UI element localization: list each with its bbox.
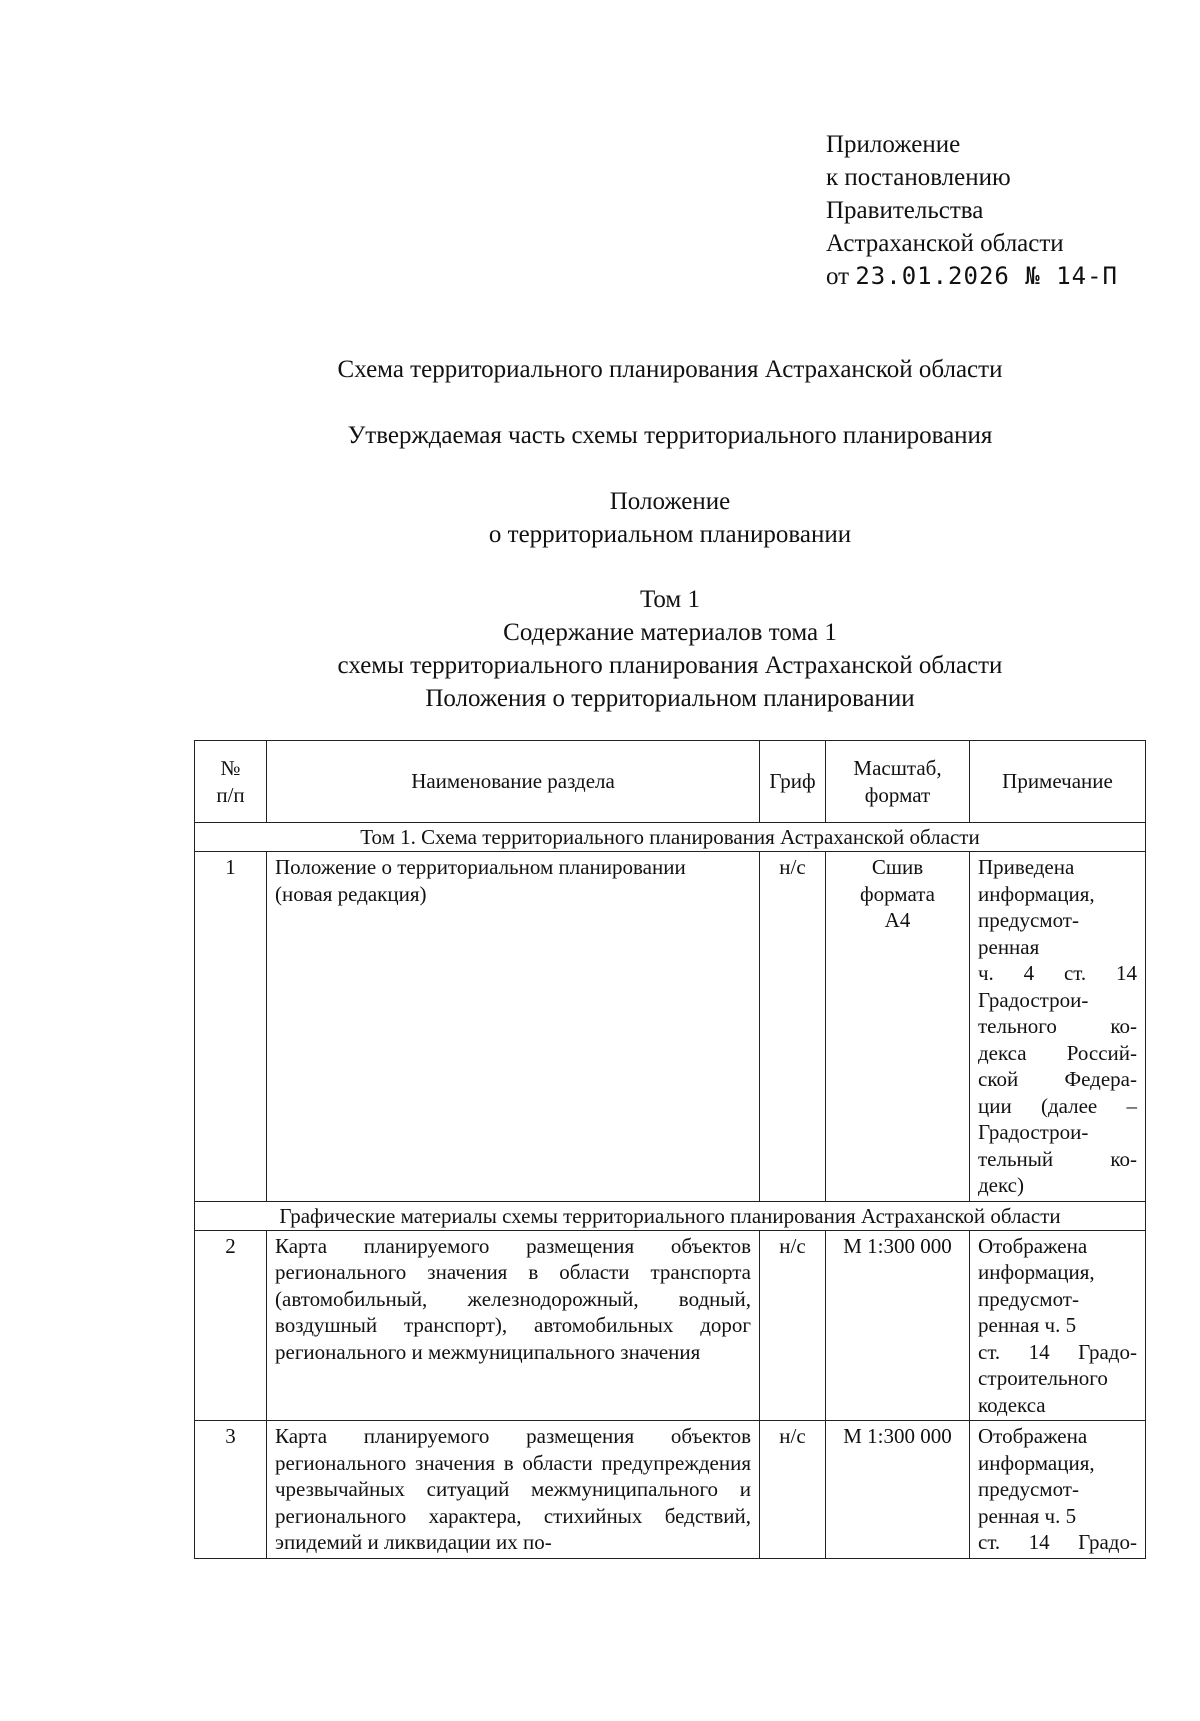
row-name [267,852,760,1202]
row-name-line: Положение о территориальном планировании [275,855,686,879]
header-name: Наименование раздела [267,741,760,823]
row-scale [826,852,970,1202]
appendix-line: Правительства [826,197,984,224]
appendix-line: Астраханской области [826,230,1064,257]
volume-title [180,583,1160,715]
note-line: декс) [978,1173,1024,1197]
row-note [970,852,1146,1202]
note-line: предусмот- [978,1286,1079,1311]
volume-title-line: схемы территориального планирования Астраханской области [337,652,1003,679]
note-line: ской Федера- [978,1067,1137,1091]
note-line: информация, [978,1450,1095,1475]
note-line: декса Россий- [978,1040,1137,1065]
header-scale [826,741,970,823]
row-note [970,1230,1146,1421]
row-name-line: (новая редакция) [275,881,427,906]
date-and-number: 23.01.2026 № 14-П [855,262,1118,290]
appendix-line: к постановлению [826,164,1011,191]
appendix-date-line [826,260,1118,293]
header-grif: Гриф [760,741,826,823]
header-scale-line: формат [864,782,931,807]
note-line: тельного ко- [978,1014,1137,1038]
row-num: 1 [195,852,267,1202]
schema-title: Схема территориального планирования Астраханской области [337,356,1003,383]
row-grif: н/с [760,852,826,1202]
note-line: Отображена [978,1424,1088,1448]
polozhenie-title-line: о территориальном планировании [488,521,852,548]
note-line: ренная [978,934,1040,959]
table-row [195,1421,1146,1559]
row-scale: М 1:300 000 [826,1230,970,1421]
note-line: информация, [978,1260,1095,1284]
row-num: 2 [195,1230,267,1421]
note-line: строительного [978,1366,1108,1390]
row-name: Карта планируемого размещения объектов регионального значения в области предупреждения чрезвычайных ситуаций межмуниципального и регионального характера, стихийных бедствий, эпидемий и ликвидации их по- [267,1421,760,1559]
row-scale-line: А4 [884,908,911,932]
note-line: ренная ч. 5 [978,1503,1077,1528]
row-scale: М 1:300 000 [826,1421,970,1559]
note-line: ренная ч. 5 [978,1313,1077,1337]
note-line: Градострои- [978,987,1089,1012]
note-line: предусмот- [978,908,1079,932]
table-row [195,1230,1146,1421]
section-title: Том 1. Схема территориального планирования Астраханской области [195,823,1146,852]
row-num: 3 [195,1421,267,1559]
note-line: Градострои- [978,1120,1089,1144]
header-note: Примечание [970,741,1146,823]
date-prefix: от [826,263,850,290]
row-scale-line: Сшив [871,855,924,879]
contents-table [194,740,1146,1559]
table-header-row [195,741,1146,823]
table-row [195,852,1146,1202]
header-num [195,741,267,823]
note-line: ст. 14 Градо- [978,1339,1137,1364]
section-row [195,823,1146,852]
note-line: ст. 14 Градо- [978,1530,1137,1554]
section-title: Графические материалы схемы территориального планирования Астраханской области [195,1201,1146,1230]
note-line: ции (далее – [978,1093,1137,1118]
polozhenie-title-line: Положение [609,488,731,515]
header-scale-line: Масштаб, [853,756,942,780]
note-line: Приведена [978,855,1075,879]
note-line: информация, [978,881,1095,906]
volume-title-line: Том 1 [640,586,700,613]
approved-part-title: Утверждаемая часть схемы территориального планирования [347,422,993,449]
polozhenie-title [180,485,1160,551]
note-line: Отображена [978,1233,1088,1258]
row-name: Карта планируемого размещения объектов регионального значения в области транспорта (автомобильный, железнодорожный, водный, воздушный транспорт), автомобильных дорог регионального и межмуниципального значения [267,1230,760,1421]
appendix-block [826,128,1118,293]
row-grif: н/с [760,1421,826,1559]
header-num-line: п/п [216,782,245,807]
header-num-line: № [220,756,241,780]
note-line: ч. 4 ст. 14 [978,961,1137,985]
row-grif: н/с [760,1230,826,1421]
note-line: предусмот- [978,1477,1079,1501]
note-line: тельный ко- [978,1146,1137,1171]
row-note [970,1421,1146,1559]
row-scale-line: формата [860,881,935,906]
note-line: кодекса [978,1392,1046,1417]
section-row [195,1201,1146,1230]
volume-title-line: Положения о территориальном планировании [425,685,915,712]
appendix-line: Приложение [826,131,961,158]
volume-title-line: Содержание материалов тома 1 [503,619,837,646]
